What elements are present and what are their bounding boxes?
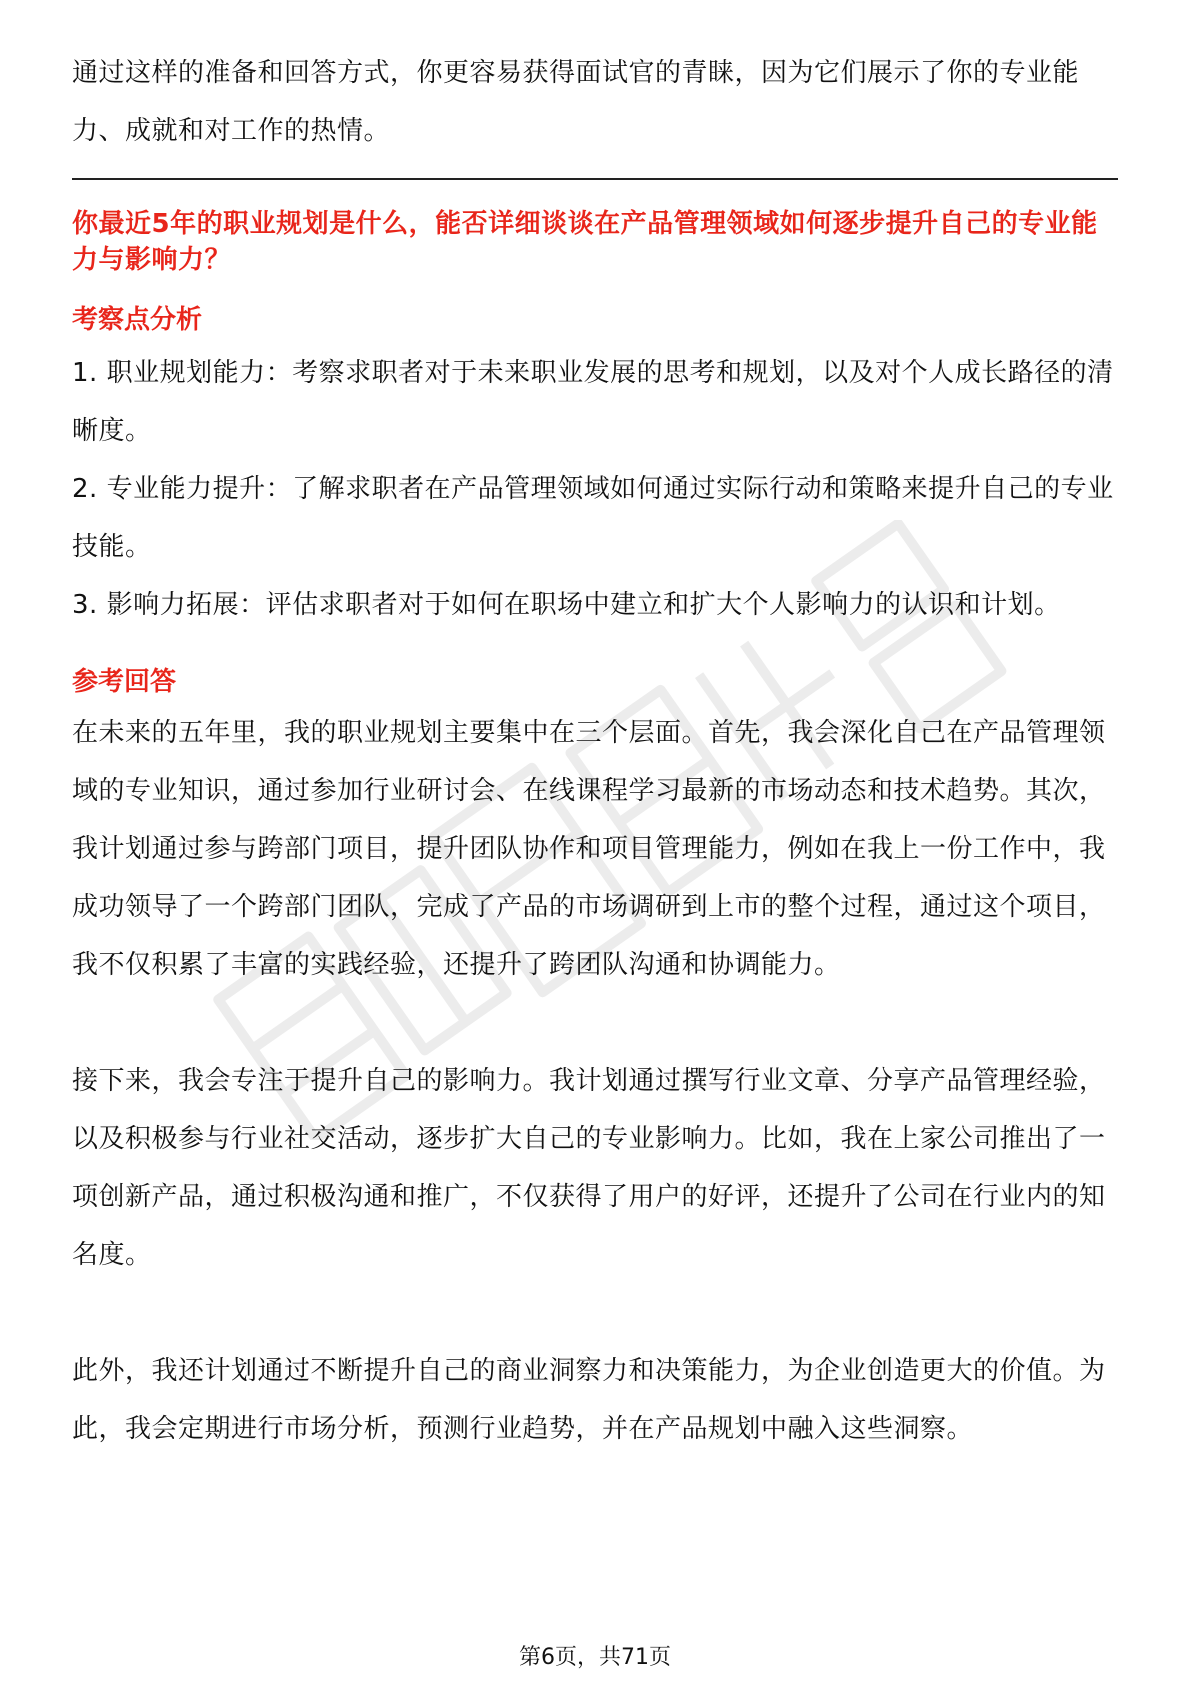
answer-paragraph: 在未来的五年里，我的职业规划主要集中在三个层面。首先，我会深化自己在产品管理领域的专业知识，通过参加行业研讨会、在线课程学习最新的市场动态和技术趋势。其次，我计划通过参与跨部门项目，提升团队协作和项目管理能力，例如在我上一份工作中，我成功领导了一个跨部门团队，完成了产品的市场调研到上市的整个过程，通过这个项目，我不仅积累了丰富的实践经验，还提升了跨团队沟通和协调能力。: [72, 718, 1106, 980]
question-heading: 你最近5年的职业规划是什么，能否详细谈谈在产品管理领域如何逐步提升自己的专业能力与影响力？: [72, 209, 1098, 275]
analysis-title: 考察点分析: [72, 305, 203, 335]
answer-title: 参考回答: [72, 667, 177, 697]
page-number: 第6页，共71页: [519, 1645, 671, 1670]
intro-paragraph: 通过这样的准备和回答方式，你更容易获得面试官的青睐，因为它们展示了你的专业能力、成就和对工作的热情。: [72, 58, 1080, 146]
analysis-list: [72, 344, 1118, 634]
analysis-item: 2. 专业能力提升：了解求职者在产品管理领域如何通过实际行动和策略来提升自己的专业技能。: [72, 474, 1114, 562]
answer-paragraph: 此外，我还计划通过不断提升自己的商业洞察力和决策能力，为企业创造更大的价值。为此，我会定期进行市场分析，预测行业趋势，并在产品规划中融入这些洞察。: [72, 1356, 1106, 1444]
section-divider: [72, 178, 1118, 180]
content-area: [72, 44, 1118, 1458]
analysis-item: 3. 影响力拓展：评估求职者对于如何在职场中建立和扩大个人影响力的认识和计划。: [72, 590, 1061, 620]
answer-paragraph: 接下来，我会专注于提升自己的影响力。我计划通过撰写行业文章、分享产品管理经验，以及积极参与行业社交活动，逐步扩大自己的专业影响力。比如，我在上家公司推出了一项创新产品，通过积极沟通和推广，不仅获得了用户的好评，还提升了公司在行业内的知名度。: [72, 1066, 1106, 1270]
analysis-item: 1. 职业规划能力：考察求职者对于未来职业发展的思考和规划，以及对个人成长路径的清晰度。: [72, 358, 1114, 446]
